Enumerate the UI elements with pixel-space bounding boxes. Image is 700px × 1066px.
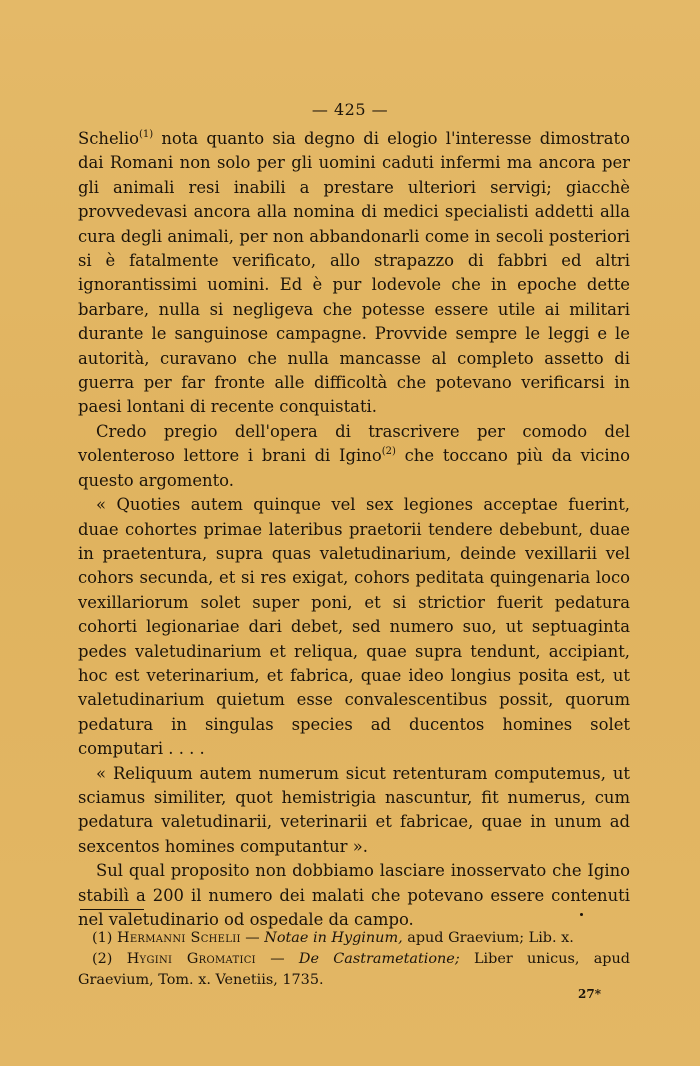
paragraph-text: Sul qual proposito non dobbiamo lasciare inosservato che Igino stabilì a 200 il numero dei malati che potevano essere contenuti nel valetudinario od ospedale da campo. (78, 861, 630, 929)
footnote-number: (2) (92, 951, 113, 967)
paragraph-text: Schelio (78, 129, 140, 148)
footnote-reference: (1) (139, 129, 154, 140)
paragraph-text: che toccano più da vicino questo argomento. (78, 446, 630, 490)
printer-signature-mark: 27* (578, 987, 601, 1001)
footnote-author: Hermanni Schelii (116, 930, 241, 946)
footnotes (78, 928, 630, 991)
footnote-title: De Castrametatione; (298, 951, 460, 967)
quotation-paragraph (78, 762, 630, 860)
footnote-rest: Liber unicus, apud Graevium, Tom. x. Venetiis, 1735. (78, 951, 630, 988)
paragraph (78, 127, 630, 420)
footnote-dash: — (240, 930, 265, 946)
body-text (78, 127, 630, 932)
quotation-paragraph (78, 493, 630, 761)
footnote-divider (80, 909, 144, 910)
footnote-rest: apud Graevium; Lib. x. (402, 930, 574, 946)
ink-speck (580, 913, 583, 916)
footnote (78, 949, 630, 991)
footnote-number: (1) (92, 930, 113, 946)
paragraph-text: « Quoties autem quinque vel sex legiones acceptae fuerint, duae cohortes primae lateribus praetorii tendere debebunt, duae in praetentura, supra quas valetudinarium, deinde vexillarii vel cohors secunda, et si res exigat, cohors peditata quingenaria loco vexillariorum solet super poni, et si strictior fuerit pedatura cohorti legionariae dari debet, sed numero suo, ut septuaginta pedes valetudinarium et reliqua, quae supra tendunt, accipiant, hoc est veterinarium, et fabrica, quae ideo longius posita est, ut valetudinarium quietum esse convalescentibus possit, quorum pedatura in singulas species ad ducentos homines solet computari . . . . (78, 495, 630, 759)
footnote-title: Notae in Hyginum, (264, 930, 403, 946)
footnote-dash: — (255, 951, 299, 967)
footnote-reference: (2) (381, 446, 396, 458)
paragraph-text: « Reliquum autem numerum sicut retenturam computemus, ut sciamus similiter, quot hemistrigia nascuntur, fit numerus, cum pedatura valetudinarii, veterinarii et fabricae, quae in unum ad sexcentos homines computantur ». (78, 763, 630, 856)
paragraph-text: Credo pregio dell'opera di trascrivere per comodo del volenteroso lettore i brani di Igino (78, 421, 630, 466)
paragraph (78, 859, 630, 932)
paragraph (78, 420, 630, 493)
footnote (78, 928, 630, 949)
footnote-author: Hygini Gromatici (126, 951, 256, 967)
page-number: — 425 — (311, 100, 389, 119)
paragraph-text: nota quanto sia degno di elogio l'interesse dimostrato dai Romani non solo per gli uomini caduti infermi ma ancora per gli animali resi inabili a prestare ulteriori servigi; giacchè provvedevasi ancora alla nomina di medici specialisti addetti alla cura degli animali, per non abbandonarli come in secoli posteriori si è fatalmente verificato, allo strapazzo di fabbri ed altri ignorantissimi uomini. Ed è pur lodevole che in epoche dette barbare, nulla si negligeva che potesse essere utile ai militari durante le sanguinose campagne. Provvide sempre le leggi e le autorità, curavano che nulla mancasse al completo assetto di guerra per far fronte alle difficoltà che potevano verificarsi in paesi lontani di recente conquistati. (78, 129, 630, 417)
